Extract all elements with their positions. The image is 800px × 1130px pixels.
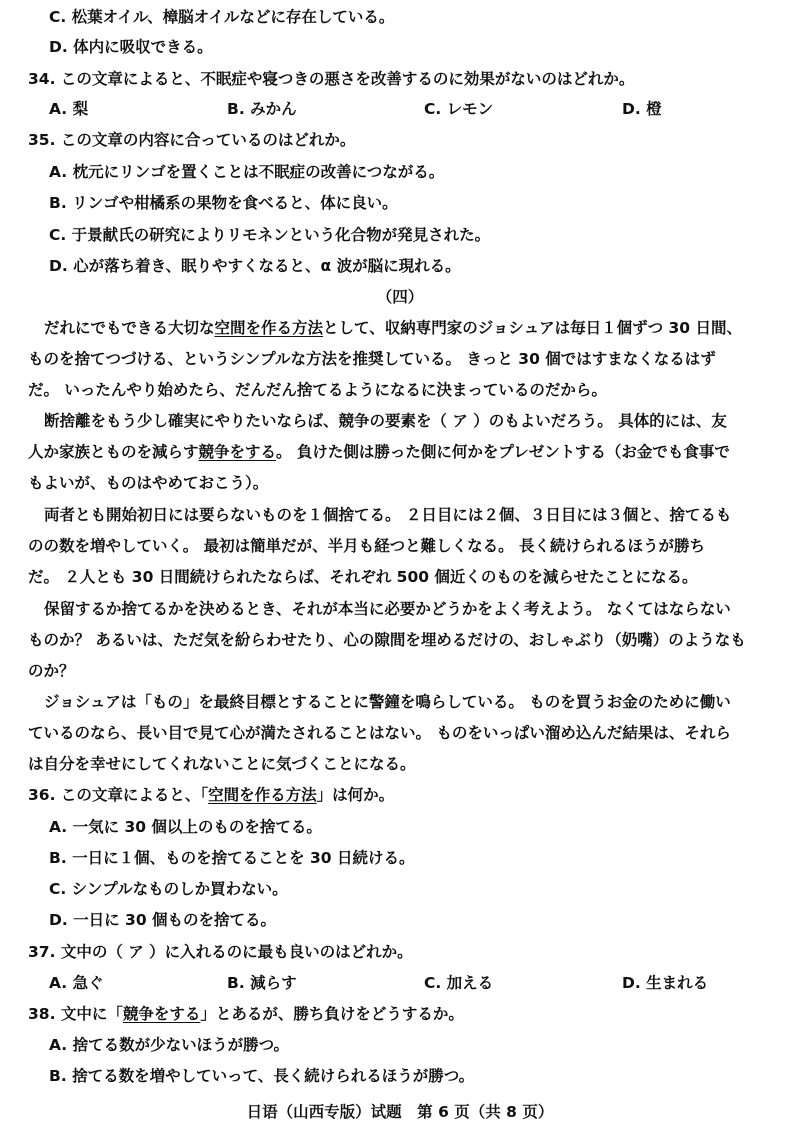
underlined-phrase-competition: 競争をする [198,443,277,461]
q37-option-c: C. 加える [424,974,494,992]
q38-option-b: B. 捨てる数を増やしていって、長く続けられるほうが勝つ。 [49,1067,475,1085]
passage-p1-line2: ものを捨てつづける、というシンプルな方法を推奨している。 きっと 30 個ではすまなくなるはず [28,350,716,368]
q34-options [0,99,800,119]
q33-option-d: D. 体内に吸収できる。 [49,38,213,56]
passage-p2-line2: 人か家族とものを減らす競争をする。 負けた側は勝った側に何かをプレゼントする（お金でも食事で [28,443,730,461]
q37-option-d: D. 生まれる [622,974,709,992]
passage-p4-line3: のか？ [28,662,75,680]
q34-option-d: D. 橙 [622,100,662,118]
q35-question: 35. この文章の内容に合っているのはどれか。 [28,131,356,149]
passage-p3-line1: 両者とも開始初日には要らないものを１個捨てる。 ２日目には２個、３日目には３個と、捨てるも [44,506,732,524]
passage-p3-line3: だ。 ２人とも 30 日間続けられたならば、それぞれ 500 個近くのものを減らせたことになる。 [28,568,698,586]
passage-p3-line2: のの数を増やしていく。 最初は簡単だが、半月も経つと難しくなる。 長く続けられるほうが勝ち [28,537,705,555]
passage-p1-line3: だ。 いったんやり始めたら、だんだん捨てるようになるに決まっているのだから。 [28,381,607,399]
q35-option-c: C. 于景献氏の研究によりリモネンという化合物が発見された。 [49,226,491,244]
q36-option-d: D. 一日に 30 個ものを捨てる。 [49,911,277,929]
q38-underlined-phrase: 競争をする [122,1005,201,1023]
page-footer: 日语（山西专版）试题 第 6 页（共 8 页） [246,1103,554,1121]
passage-p1-line1: だれにでもできる大切な空間を作る方法として、収納専門家のジョシュアは毎日１個ずつ 30 日間、 [44,319,742,337]
q37-option-b: B. 減らす [227,974,297,992]
q34-question: 34. この文章によると、不眠症や寝つきの悪さを改善するのに効果がないのはどれか。 [28,70,635,88]
passage-p5-line3: は自分を幸せにしてくれないことに気づくことになる。 [28,755,416,773]
q38-option-a: A. 捨てる数が少ないほうが勝つ。 [49,1036,289,1054]
passage-p4-line2: ものか？ あるいは、ただ気を紛らわせたり、心の隙間を埋めるだけの、おしゃぶり（奶嘴）のようなも [28,631,746,649]
passage-p2-line1: 断捨離をもう少し確実にやりたいならば、競争の要素を（ ア ）のもよいだろう。 具体的には、友 [44,412,727,430]
q37-question: 37. 文中の（ ア ）に入れるのに最も良いのはどれか。 [28,943,413,961]
q37-option-a: A. 急ぐ [49,974,104,992]
q35-option-b: B. リンゴや柑橘系の果物を食べると、体に良い。 [49,194,398,212]
q34-option-c: C. レモン [424,100,494,118]
passage-p5-line1: ジョシュアは「もの」を最終目標とすることに警鐘を鳴らしている。 ものを買うお金のために働い [44,693,731,711]
passage-p2-line3: もよいが、ものはやめておこう）。 [28,474,269,492]
passage-p5-line2: ているのなら、長い目で見て心が満たされることはない。 ものをいっぱい溜め込んだ結果は、それら [28,724,731,742]
q36-option-b: B. 一日に１個、ものを捨てることを 30 日続ける。 [49,849,415,867]
q35-option-a: A. 枕元にリンゴを置くことは不眠症の改善につながる。 [49,163,445,181]
section-title: （四） [376,288,424,306]
q36-option-a: A. 一気に 30 個以上のものを捨てる。 [49,818,322,836]
q33-option-c: C. 松葉オイル、樟脳オイルなどに存在している。 [49,8,395,26]
q36-option-c: C. シンプルなものしか買わない。 [49,880,288,898]
q36-question: 36. この文章によると、「空間を作る方法」は何か。 [28,786,395,804]
passage-p4-line1: 保留するか捨てるかを決めるとき、それが本当に必要かどうかをよく考えよう。 なくてはならない [44,600,731,618]
q37-options [0,973,800,993]
q34-option-b: B. みかん [227,100,297,118]
q35-option-d: D. 心が落ち着き、眠りやすくなると、α 波が脳に現れる。 [49,257,461,275]
q38-question: 38. 文中に「競争をする」とあるが、勝ち負けをどうするか。 [28,1005,464,1023]
q34-option-a: A. 梨 [49,100,89,118]
q36-underlined-phrase: 空間を作る方法 [208,786,317,804]
underlined-phrase-space: 空間を作る方法 [214,319,324,337]
